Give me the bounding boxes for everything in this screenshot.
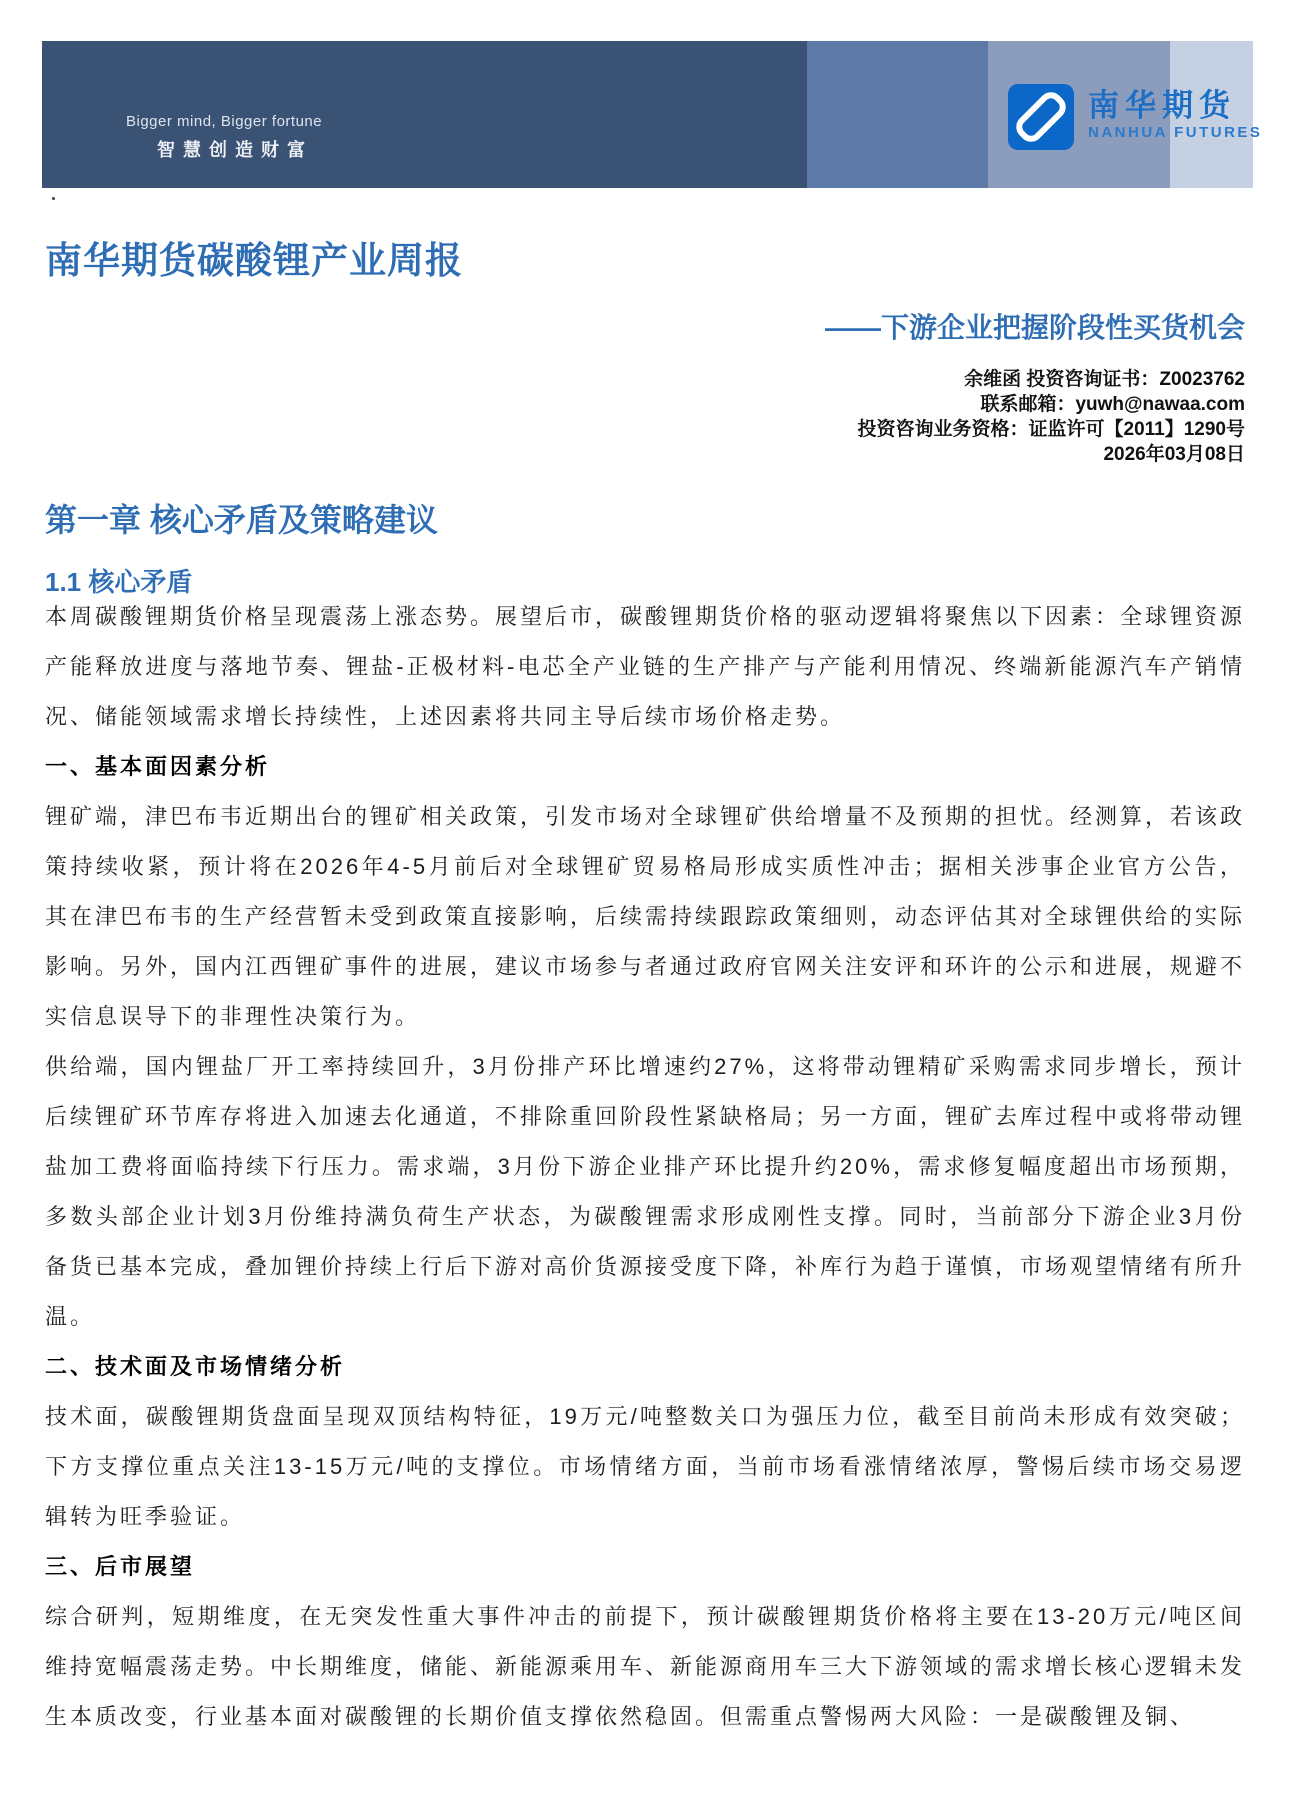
paragraph-supply-demand: 供给端，国内锂盐厂开工率持续回升，3月份排产环比增速约27%，这将带动锂精矿采购需求同步增长，预计后续锂矿环节库存将进入加速去化通道，不排除重回阶段性紧缺格局；另一方面，锂矿去库过程中或将带动锂盐加工费将面临持续下行压力。需求端，3月份下游企业排产环比提升约20%，需求修复幅度超出市场预期，多数头部企业计划3月份维持满负荷生产状态，为碳酸锂需求形成刚性支撑。同时，当前部分下游企业3月份备货已基本完成，叠加锂价持续上行后下游对高价货源接受度下降，补库行为趋于谨慎，市场观望情绪有所升温。 [45,1054,1246,1329]
report-subtitle: ——下游企业把握阶段性买货机会 [824,312,1245,343]
stray-dot [52,197,55,200]
nanhua-logo-text [1088,84,1262,140]
report-date: 2026年03月08日 [1103,444,1245,465]
paragraph-technical: 技术面，碳酸锂期货盘面呈现双顶结构特征，19万元/吨整数关口为强压力位，截至目前尚未形成有效突破；下方支撑位重点关注13-15万元/吨的支撑位。市场情绪方面，当前市场看涨情绪浓厚，警惕后续市场交易逻辑转为旺季验证。 [45,1404,1245,1529]
banner-tagline-zh: 智慧创造财富 [157,140,313,160]
contact-block [858,367,1246,467]
heading-market-outlook: 三、后市展望 [45,1554,196,1579]
paragraph-outlook: 综合研判，短期维度，在无突发性重大事件冲击的前提下，预计碳酸锂期货价格将主要在13-20万元/吨区间维持宽幅震荡走势。中长期维度，储能、新能源乘用车、新能源商用车三大下游领域的需求增长核心逻辑未发生本质改变，行业基本面对碳酸锂的长期价值支撑依然稳固。但需重点警惕两大风险：一是碳酸锂及铜、 [45,1604,1246,1729]
nanhua-logo-mark-icon [1008,84,1074,150]
header-banner [42,41,1263,188]
banner-tagline-en: Bigger mind, Bigger fortune [126,113,323,130]
report-title: 南华期货碳酸锂产业周报 [45,240,463,281]
nanhua-logo [1008,84,1262,150]
paragraph-lithium-mine: 锂矿端，津巴布韦近期出台的锂矿相关政策，引发市场对全球锂矿供给增量不及预期的担忧。经测算，若该政策持续收紧，预计将在2026年4-5月前后对全球锂矿贸易格局形成实质性冲击；据相关涉事企业官方公告，其在津巴布韦的生产经营暂未受到政策直接影响，后续需持续跟踪政策细则，动态评估其对全球锂供给的实际影响。另外，国内江西锂矿事件的进展，建议市场参与者通过政府官网关注安评和环许的公示和进展，规避不实信息误导下的非理性决策行为。 [45,804,1246,1029]
logo-name-en: NANHUA FUTURES [1088,124,1263,141]
paragraph-intro: 本周碳酸锂期货价格呈现震荡上涨态势。展望后市，碳酸锂期货价格的驱动逻辑将聚焦以下因素：全球锂资源产能释放进度与落地节奏、锂盐-正极材料-电芯全产业链的生产排产与产能利用情况、终端新能源汽车产销情况、储能领域需求增长持续性，上述因素将共同主导后续市场价格走势。 [45,604,1246,729]
business-qualification: 投资咨询业务资格：证监许可【2011】1290号 [857,419,1245,440]
report-body [45,592,1245,1742]
analyst-credentials: 余维函 投资咨询证书：Z0023762 [964,369,1245,390]
contact-email: 联系邮箱：yuwh@nawaa.com [980,394,1245,415]
logo-name-zh: 南华期货 [1088,88,1236,123]
heading-technical-sentiment: 二、技术面及市场情绪分析 [45,1354,346,1379]
section-heading: 1.1 核心矛盾 [45,567,193,597]
banner-tagline [126,113,322,162]
heading-fundamental-analysis: 一、基本面因素分析 [45,754,271,779]
chapter-heading: 第一章 核心矛盾及策略建议 [45,502,438,538]
